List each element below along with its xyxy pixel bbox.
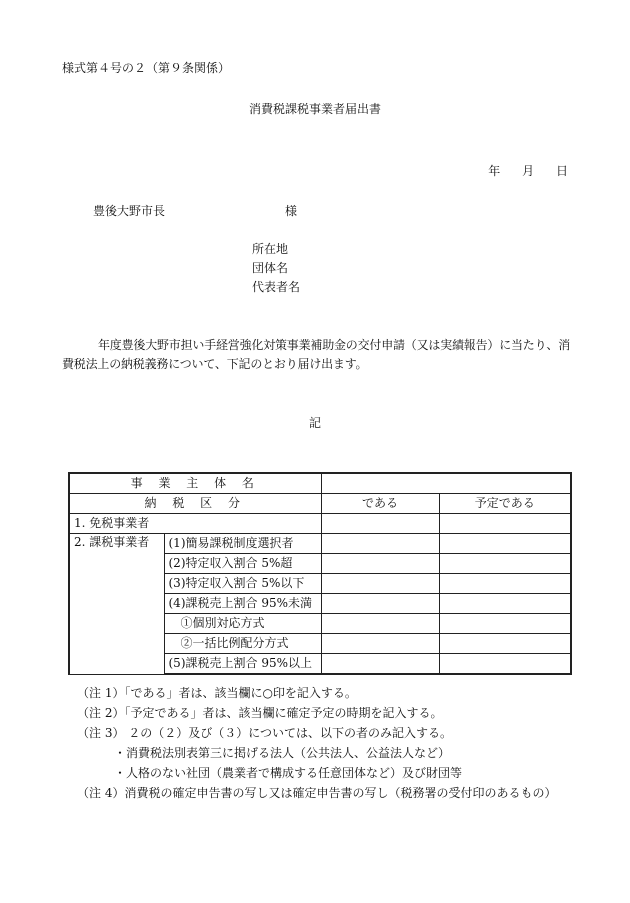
date-line: [476, 163, 568, 179]
cell-planned[interactable]: [439, 574, 571, 594]
cell-planned[interactable]: [439, 514, 571, 534]
cell-planned[interactable]: [439, 634, 571, 654]
cell-is[interactable]: [321, 594, 439, 614]
col-header-is: である: [321, 494, 439, 514]
date-day: 日: [555, 164, 568, 178]
body-paragraph: 年度豊後大野市担い手経営強化対策事業補助金の交付申請（又は実績報告）に当たり、消費税法上の納税義務について、下記のとおり届け出ます。: [62, 338, 571, 371]
note-3: （注 3） ２の（２）及び（３）については、以下の者のみ記入する。: [77, 726, 453, 740]
note-1: （注 1）「である」者は、該当欄に○印を記入する。: [77, 686, 357, 700]
addressee-honorific: 様: [285, 204, 298, 218]
sub-row-label: ①個別対応方式: [164, 614, 321, 634]
cell-is[interactable]: [321, 634, 439, 654]
sub-row-label: (4)課税売上割合 95%未満: [164, 594, 321, 614]
cell-is[interactable]: [321, 534, 439, 554]
sub-row-label: (2)特定収入割合 5%超: [164, 554, 321, 574]
entity-name-label: 事 業 主 体 名: [69, 473, 321, 494]
note-2: （注 2）「予定である」者は、該当欄に確定予定の時期を記入する。: [77, 706, 443, 720]
sub-row-label: (5)課税売上割合 95%以上: [164, 654, 321, 675]
cell-planned[interactable]: [439, 534, 571, 554]
sub-row-label: (3)特定収入割合 5%以下: [164, 574, 321, 594]
exempt-label: 1. 免税事業者: [69, 514, 321, 534]
addressee-name: 豊後大野市長: [93, 204, 166, 218]
cell-planned[interactable]: [439, 594, 571, 614]
cell-planned[interactable]: [439, 554, 571, 574]
entity-name-cell[interactable]: [321, 473, 571, 494]
applicant-fields: [252, 240, 300, 297]
notes: [77, 683, 556, 803]
form-number: 様式第４号の２（第９条関係）: [62, 61, 231, 75]
cell-is[interactable]: [321, 614, 439, 634]
date-month: 月: [522, 164, 535, 178]
cell-planned[interactable]: [439, 654, 571, 675]
document-title: 消費税課税事業者届出書: [248, 102, 381, 116]
cell-is[interactable]: [321, 654, 439, 675]
cell-planned[interactable]: [439, 614, 571, 634]
col-header-planned: 予定である: [439, 494, 571, 514]
note-4: （注 4）消費税の確定申告書の写し又は確定申告書の写し（税務署の受付印のあるもの）: [77, 786, 557, 800]
tax-class-label: 納 税 区 分: [69, 494, 321, 514]
cell-is[interactable]: [321, 514, 439, 534]
ki-label: 記: [308, 416, 321, 430]
table-row: [69, 473, 571, 494]
note-3-bullet-1: ・消費税法別表第三に掲げる法人（公共法人、公益法人など）: [114, 746, 451, 760]
sub-row-label: (1)簡易課税制度選択者: [164, 534, 321, 554]
field-address-label: 所在地: [252, 242, 289, 256]
field-organization-label: 団体名: [252, 261, 289, 275]
date-year: 年: [488, 164, 501, 178]
note-3-bullet-2: ・人格のない社団（農業者で構成する任意団体など）及び財団等: [114, 766, 463, 780]
table-row: [69, 494, 571, 514]
tax-status-table: [68, 472, 572, 675]
cell-is[interactable]: [321, 574, 439, 594]
sub-row-label: ②一括比例配分方式: [164, 634, 321, 654]
field-representative-label: 代表者名: [252, 280, 301, 294]
cell-is[interactable]: [321, 554, 439, 574]
table-row: [69, 514, 571, 534]
table-row: [69, 534, 571, 554]
taxable-label: 2. 課税事業者: [69, 534, 164, 675]
